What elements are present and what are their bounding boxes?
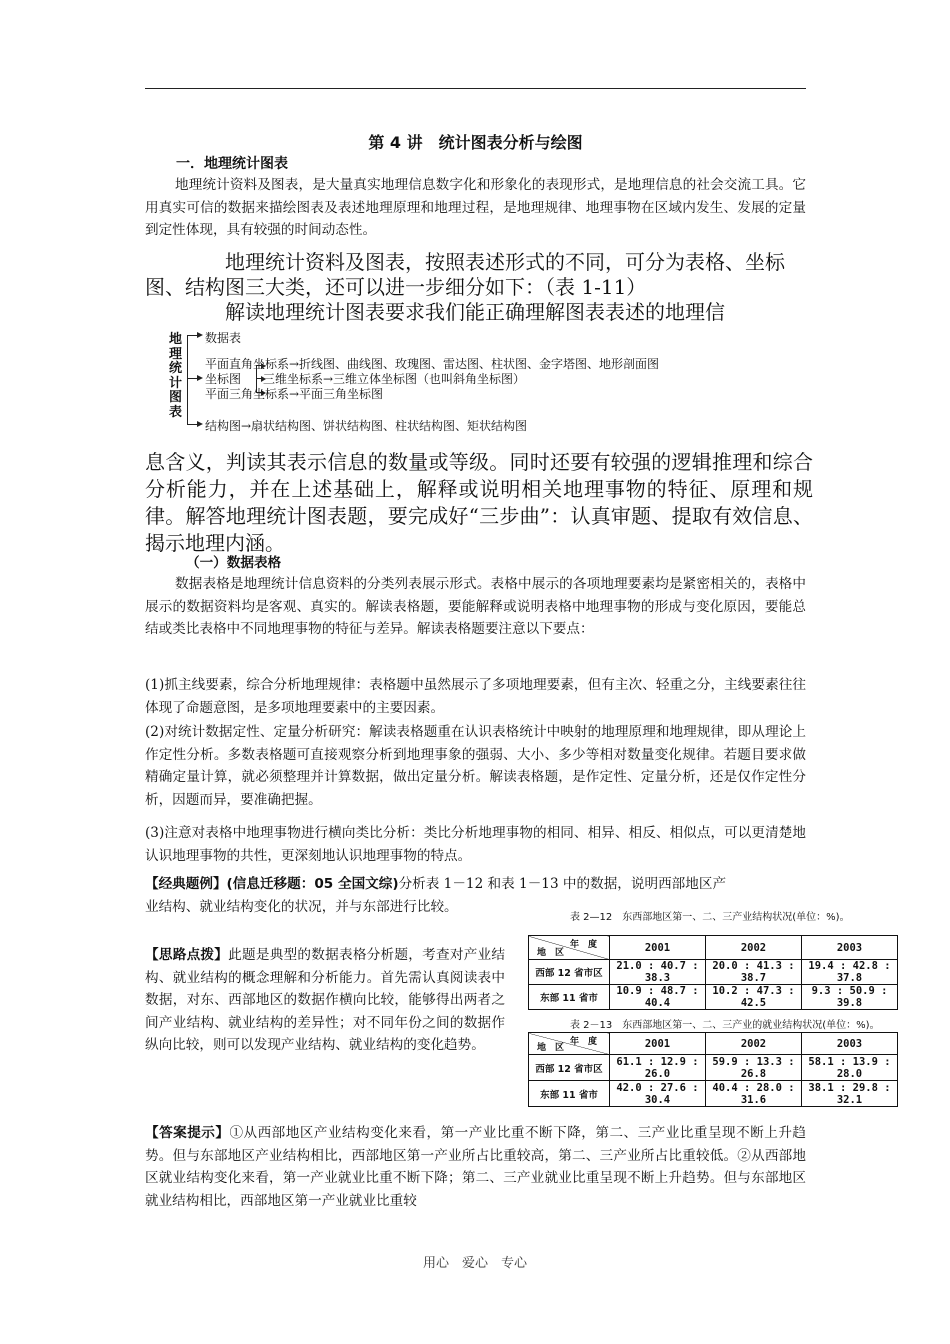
- example-line: [145, 873, 806, 896]
- table-2-row-label: 西部 12 省市区: [529, 1055, 610, 1081]
- answer-text: ①从西部地区产业结构变化来看，第一产业比重不断下降，第二、三产业比重呈现不断上升趋势。但与东部地区产业结构相比，西部地区第一产业所占比重较高，第二、三产业所占比重较低。②从西部地区就业结构变化来看，第一产业就业比重不断下降；第二、三产业就业比重呈现不断上升趋势。但与东部地区就业结构相比，西部地区第一产业就业比重较: [145, 1125, 807, 1209]
- classification-diagram: [165, 325, 785, 440]
- diagram-item-plane: 平面直角坐标系→折线图、曲线图、玫瑰图、雷达图、柱状图、金字塔图、地形剖面图: [205, 357, 660, 371]
- table-1-cell: 10.2 : 47.3 : 42.5: [706, 985, 802, 1010]
- table-2-cell: 59.9 : 13.3 : 26.8: [706, 1055, 802, 1081]
- table-1-year: 2002: [706, 936, 802, 960]
- arrow-icon: [187, 424, 201, 425]
- table-2: [528, 1032, 898, 1107]
- hint-label: 【思路点拨】: [145, 947, 229, 963]
- point-2: (2)对统计数据定性、定量分析研究：解读表格题重在认识表格统计中映射的地理原理和地理规律，即从理论上作定性分析。多数表格题可直接观察分析到地理事象的强弱、大小、多少等相对数量变化规律。若题目要求做精确定量计算，就必须整理并计算数据，做出定量分析。解读表格题，是作定性、定量分析，还是仅作定性分析，因题而异，要准确把握。: [145, 724, 806, 808]
- table-2-cell: 38.1 : 29.8 : 32.1: [802, 1081, 898, 1107]
- answer-label: 【答案提示】: [145, 1125, 230, 1141]
- corner-year-label: 年 度: [569, 940, 597, 950]
- diagram-item-coord: 坐标图: [205, 372, 242, 386]
- table-2-corner: [529, 1033, 610, 1055]
- large-paragraph-1: 地理统计资料及图表，按照表述形式的不同，可分为表格、坐标图、结构图三大类，还可以进一步细分如下：（表 1-11）: [145, 250, 785, 299]
- table-2-cell: 58.1 : 13.9 : 28.0: [802, 1055, 898, 1081]
- table-2-row-label: 东部 11 省市: [529, 1081, 610, 1107]
- point-3: (3)注意对表格中地理事物进行横向类比分析：类比分析地理事物的相同、相异、相反、相似点，可以更清楚地认识地理事物的共性，更深刻地认识地理事物的特点。: [145, 825, 806, 864]
- table-1-row-label: 东部 11 省市: [529, 985, 610, 1010]
- section-heading: 一．地理统计图表: [176, 156, 288, 172]
- table-2-cell: 40.4 : 28.0 : 31.6: [706, 1081, 802, 1107]
- corner-region-label: 地 区: [537, 1043, 565, 1053]
- table-1-cell: 10.9 : 48.7 : 40.4: [610, 985, 706, 1010]
- page-footer: 用心 爱心 专心: [422, 1256, 527, 1271]
- example-text: 分析表 1－12 和表 1－13 中的数据，说明西部地区产: [398, 876, 727, 892]
- diagram-root-label: 地理统计图表: [169, 332, 183, 420]
- example-line-2: 业结构、就业结构变化的状况，并与东部进行比较。: [145, 899, 458, 915]
- large-paragraph-2: 息含义，判读其表示信息的数量或等级。同时还要有较强的逻辑推理和综合分析能力，并在上述基础上，解释或说明相关地理事物的特征、原理和规律。解答地理统计图表题，要完成好“三步曲”：认真审题、提取有效信息、揭示地理内涵。: [145, 450, 813, 555]
- corner-year-label: 年 度: [569, 1037, 597, 1047]
- subsection-heading: （一）数据表格: [186, 555, 282, 571]
- diagram-item-3d: 三维坐标系→三维立体坐标图（也叫斜角坐标图）: [263, 372, 526, 386]
- table-2-caption: 表 2－13 东西部地区第一、二、三产业的就业结构状况(单位：%)。: [570, 1020, 880, 1031]
- diagram-item-tri: 平面三角坐标系→平面三角坐标图: [205, 387, 384, 401]
- table-2-year: 2002: [706, 1033, 802, 1055]
- table-1-row-label: 西部 12 省市区: [529, 960, 610, 985]
- page-title: 第 4 讲 统计图表分析与绘图: [368, 133, 583, 152]
- intro-paragraph: 地理统计资料及图表，是大量真实地理信息数字化和形象化的表现形式，是地理信息的社会交流工具。它用真实可信的数据来描绘图表及表述地理原理和地理过程，是地理规律、地理事物在区域内发生、发展的定量到定性体现，具有较强的时间动态性。: [145, 177, 806, 238]
- hint-paragraph: [145, 944, 505, 1057]
- example-label: 【经典题例】(信息迁移题：05 全国文综): [145, 876, 399, 892]
- arrow-icon: [187, 335, 201, 336]
- table-2-cell: 61.1 : 12.9 : 26.0: [610, 1055, 706, 1081]
- table-2-year: 2003: [802, 1033, 898, 1055]
- table-1-corner: [529, 936, 610, 960]
- table-1-cell: 20.0 : 41.3 : 38.7: [706, 960, 802, 985]
- table-1-cell: 19.4 : 42.8 : 37.8: [802, 960, 898, 985]
- arrow-icon: [187, 378, 201, 379]
- corner-region-label: 地 区: [537, 948, 565, 958]
- point-1: (1)抓主线要素，综合分析地理规律：表格题中虽然展示了多项地理要素，但有主次、轻重之分，主线要素往往体现了命题意图，是多项地理要素中的主要因素。: [145, 677, 806, 716]
- table-2-cell: 42.0 : 27.6 : 30.4: [610, 1081, 706, 1107]
- diagram-bracket: [187, 335, 188, 425]
- diagram-item-struct: 结构图→扇状结构图、饼状结构图、柱状结构图、矩状结构图: [205, 419, 528, 433]
- answer-paragraph: [145, 1122, 806, 1212]
- table-1-cell: 9.3 : 50.9 : 39.8: [802, 985, 898, 1010]
- table-1: [528, 935, 898, 1010]
- header-rule: [145, 88, 806, 89]
- table-1-cell: 21.0 : 40.7 : 38.3: [610, 960, 706, 985]
- table-1-year: 2001: [610, 936, 706, 960]
- arrow-icon: [256, 365, 264, 366]
- hint-text: 此题是典型的数据表格分析题，考查对产业结构、就业结构的概念理解和分析能力。首先需认真阅读表中数据，对东、西部地区的数据作横向比较，能够得出两者之间产业结构、就业结构的差异性；对不同年份之间的数据作纵向比较，则可以发现产业结构、就业结构的变化趋势。: [145, 947, 506, 1053]
- table-1-year: 2003: [802, 936, 898, 960]
- table-2-year: 2001: [610, 1033, 706, 1055]
- diagram-item-table: 数据表: [205, 331, 242, 345]
- large-paragraph-1b: 解读地理统计图表要求我们能正确理解图表表述的地理信: [145, 300, 725, 324]
- table-paragraph: 数据表格是地理统计信息资料的分类列表展示形式。表格中展示的各项地理要素均是紧密相关的，表格中展示的数据资料均是客观、真实的。解读表格题，要能解释或说明表格中地理事物的形成与变化原因，要能总结或类比表格中不同地理事物的特征与差异。解读表格题要注意以下要点：: [145, 576, 806, 637]
- table-1-caption: 表 2—12 东西部地区第一、二、三产业结构状况(单位：%)。: [570, 912, 850, 923]
